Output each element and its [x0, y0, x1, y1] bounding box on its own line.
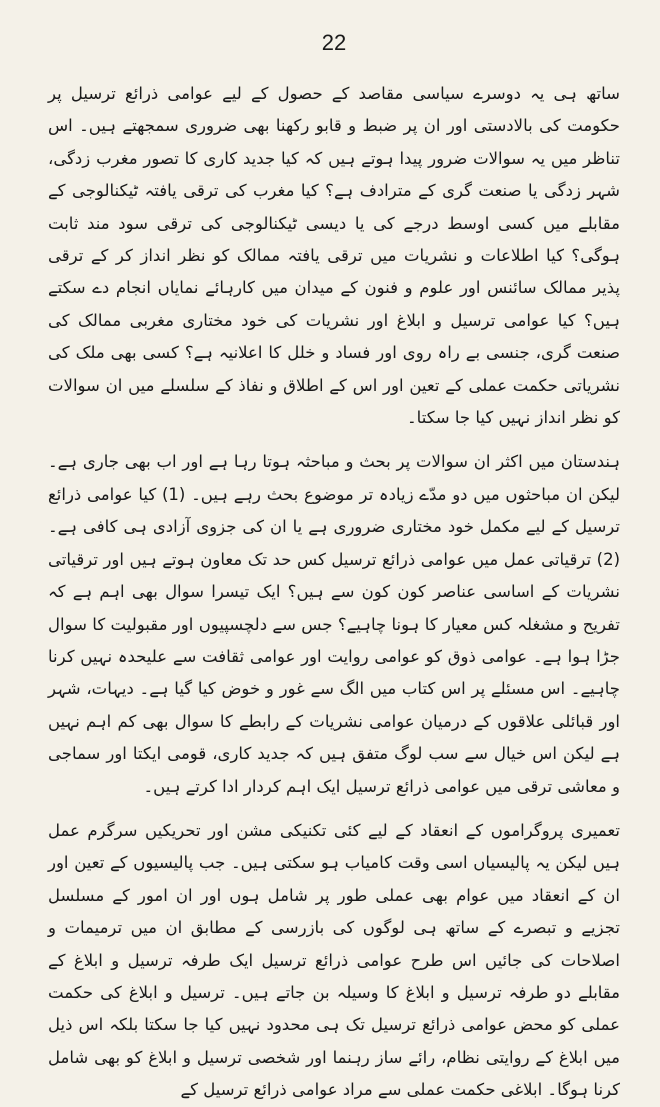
paragraph-1: ساتھ ہی یہ دوسرے سیاسی مقاصد کے حصول کے لیے عوامی ذرائع ترسیل پر حکومت کی بالادستی اور ان پر ضبط و قابو رکھنا بھی ضروری سمجھتے ہیں۔ اس تناظر میں یہ سوالات ضرور پیدا ہوتے ہیں کہ کیا جدید کاری کا تصور مغرب زدگی، شہر زدگی یا صنعت گری کے مترادف ہے؟ کیا مغرب کی ترقی یافتہ ٹیکنالوجی کے مقابلے میں کسی اوسط درجے کی یا دیسی ٹیکنالوجی کی ترقی سود مند ثابت ہوگی؟ کیا اطلاعات و نشریات میں ترقی یافتہ ممالک کو نظر انداز کر کے ترقی پذیر ممالک سائنس اور علوم و فنون کے میدان میں کارہائے نمایاں انجام دے سکتے ہیں؟ کیا عوامی ترسیل و ابلاغ اور نشریات کی خود مختاری مغربی ممالک کی صنعت گری، جنسی بے راہ روی اور فساد و خلل کا اعلانیہ ہے؟ کسی بھی ملک کی نشریاتی حکمت عملی کے تعین اور اس کے اطلاق و نفاذ کے سلسلے میں ان سوالات کو نظر انداز نہیں کیا جا سکتا۔: [48, 84, 620, 428]
paragraph-3: تعمیری پروگراموں کے انعقاد کے لیے کئی تکنیکی مشن اور تحریکیں سرگرم عمل ہیں لیکن یہ پالیسیاں اسی وقت کامیاب ہو سکتی ہیں۔ جب پالیسیوں کے تعین اور ان کے انعقاد میں عوام بھی عملی طور پر شامل ہوں اور ان امور کے مسلسل تجزیے و تبصرے کے ساتھ ہی لوگوں کی بازرسی کے مطابق ان میں ترمیمات و اصلاحات کی جائیں اس طرح عوامی ذرائع ترسیل ایک طرفہ ترسیل و ابلاغ کے مقابلے دو طرفہ ترسیل و ابلاغ کا وسیلہ بن جاتے ہیں۔ ترسیل و ابلاغ کی حکمت عملی کو محض عوامی ذرائع ترسیل تک ہی محدود نہیں کیا جا سکتا بلکہ اس ذیل میں ابلاغ کے روایتی نظام، رائے ساز رہنما اور شخصی ترسیل و ابلاغ کو بھی شامل کرنا ہوگا۔ ابلاغی حکمت عملی سے مراد عوامی ذرائع ترسیل کے: [48, 820, 620, 1100]
paragraph-2: ہندستان میں اکثر ان سوالات پر بحث و مباحثہ ہوتا رہا ہے اور اب بھی جاری ہے۔ لیکن ان مباحثوں میں دو مدّے زیادہ تر موضوع بحث رہے ہیں۔ (1) کیا عوامی ذرائع ترسیل کے لیے مکمل خود مختاری ضروری ہے یا ان کی جزوی آزادی ہی کافی ہے۔ (2) ترقیاتی عمل میں عوامی ذرائع ترسیل کس حد تک معاون ہوتے ہیں اور ترقیاتی نشریات کے اساسی عناصر کون کون سے ہیں؟ ایک تیسرا سوال بھی اہم ہے کہ تفریح و مشغلہ کس معیار کا ہونا چاہیے؟ جس سے دلچسپیوں اور مقبولیت کا سوال جڑا ہوا ہے۔ عوامی ذوق کو عوامی روایت اور عوامی ثقافت سے علیحدہ نہیں کرنا چاہیے۔ اس مسئلے پر اس کتاب میں الگ سے غور و خوض کیا گیا ہے۔ دیہات، شہر اور قبائلی علاقوں کے درمیان عوامی نشریات کے رابطے کا سوال بھی کم اہم نہیں ہے لیکن اس خیال سے سب لوگ متفق ہیں کہ جدید کاری، قومی ایکتا اور سماجی و معاشی ترقی میں عوامی ذرائع ترسیل ایک اہم کردار ادا کرتے ہیں۔: [48, 452, 620, 796]
page-number: 22: [321, 30, 347, 55]
body-text: [48, 78, 620, 1107]
